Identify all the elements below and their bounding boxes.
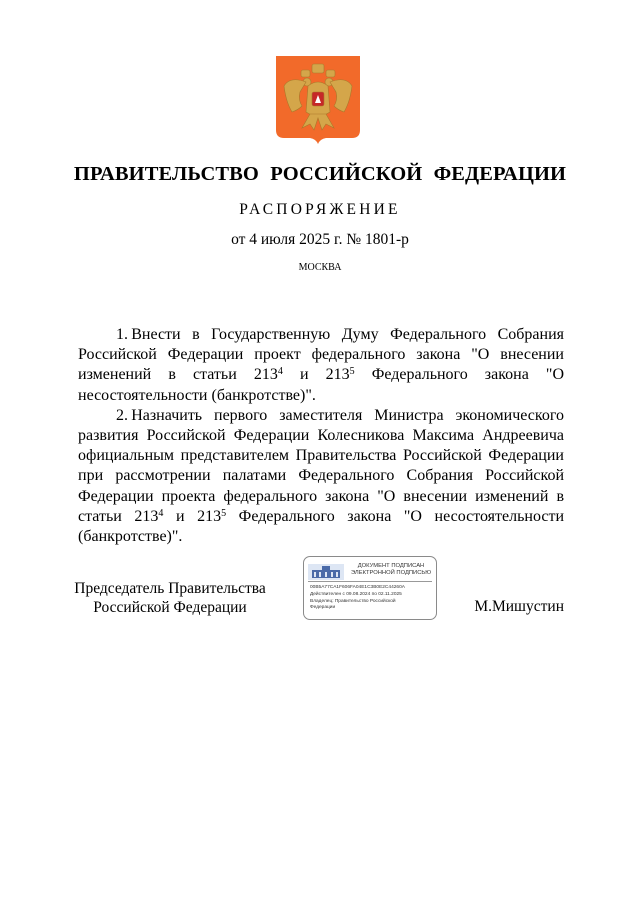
paragraph-1: 1. Внести в Государственную Думу Федерального Собрания Российской Федерации проект федерального закона "О внесении изменений в статьи $213^4$ и $213^5$ Федерального закона "О несостоятельности (банкротстве)". bbox=[78, 326, 565, 404]
electronic-signature-stamp bbox=[303, 556, 437, 620]
stamp-owner-line-2: Федерации bbox=[310, 605, 336, 610]
coat-of-arms-icon bbox=[276, 56, 360, 144]
signatory-name: М.Мишустин bbox=[474, 598, 564, 615]
document-city: МОСКВА bbox=[298, 262, 342, 273]
organization-title: ПРАВИТЕЛЬСТВО РОССИЙСКОЙ ФЕДЕРАЦИИ bbox=[73, 163, 567, 185]
signatory-position: Председатель Правительства Российской Федерации bbox=[74, 580, 266, 616]
stamp-title: ДОКУМЕНТ ПОДПИСАН ЭЛЕКТРОННОЙ ПОДПИСЬЮ bbox=[350, 563, 432, 576]
document-body bbox=[78, 325, 564, 547]
stamp-certificate: 00B5A77CA1F606FA04E1C3B0E2C44260A bbox=[310, 585, 405, 590]
stamp-validity: Действителен с 09.08.2024 по 02.11.2025 bbox=[310, 592, 402, 597]
government-building-icon bbox=[308, 564, 344, 580]
stamp-divider bbox=[308, 581, 432, 582]
paragraph-2: 2. Назначить первого заместителя Министра экономического развития Российской Федерации Колесникова Максима Андреевича официальным представителем Правительства Российской Федерации при рассмотрении палатами Федерального Собрания Российской Федерации проекта федерального закона "О внесении изменений в статьи $213^4$ и $213^5$ Федерального закона "О несостоятельности (банкротстве)". bbox=[78, 406, 565, 546]
document-date-number: от 4 июля 2025 г. № 1801-р bbox=[231, 231, 409, 248]
stamp-owner-line-1: Владелец: Правительство Российской bbox=[310, 599, 396, 604]
document-type: РАСПОРЯЖЕНИЕ bbox=[239, 201, 401, 218]
